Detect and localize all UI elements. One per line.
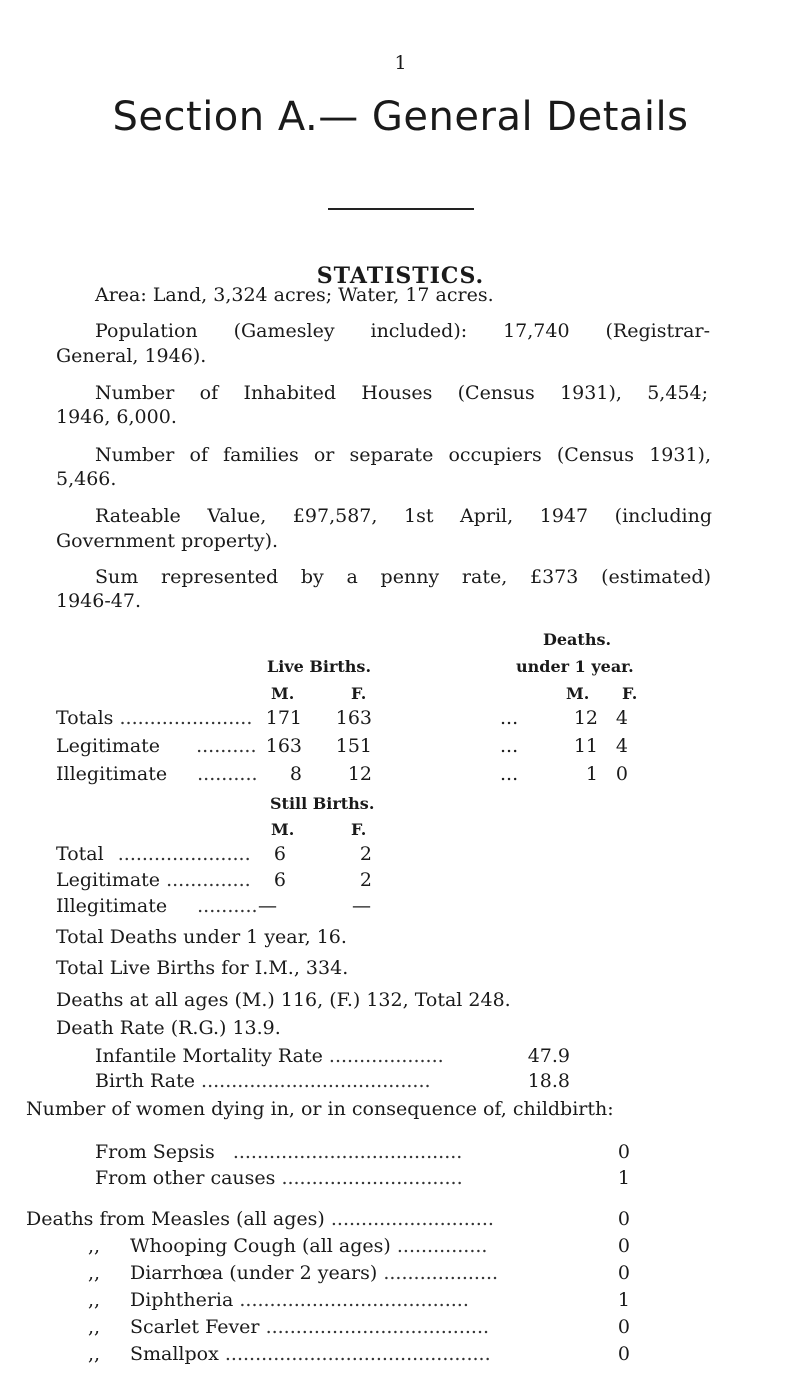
table-cell: 171	[265, 707, 302, 729]
still-births-header: Still Births.	[270, 794, 375, 813]
table-cell: 6	[273, 869, 286, 891]
table-row-label: Totals ......................	[56, 707, 253, 729]
deaths-subheader: under 1 year.	[516, 657, 634, 676]
table-row-label: Illegitimate ..........	[56, 895, 258, 917]
rateable-line-2: Government property).	[56, 530, 279, 552]
population-line-1: Population (Gamesley included): 17,740 (Registrar-	[95, 320, 710, 342]
table-cell: 12	[573, 707, 598, 729]
table-cell: ...	[500, 735, 519, 757]
population-line-2: General, 1946).	[56, 345, 207, 367]
total-deaths-under-1: Total Deaths under 1 year, 16.	[56, 926, 347, 948]
ditto-mark: ,,	[88, 1262, 101, 1284]
list-item: Diphtheria ......................................	[130, 1289, 469, 1311]
table-cell: 163	[265, 735, 302, 757]
list-item-value: 0	[617, 1316, 630, 1338]
ditto-mark: ,,	[88, 1343, 101, 1365]
divider-rule	[328, 208, 474, 210]
list-item-value: 1	[617, 1167, 630, 1189]
table-cell: 4	[615, 707, 628, 729]
list-item: From other causes ..............................	[95, 1167, 463, 1189]
page-number: 1	[394, 52, 407, 74]
deaths-f-header: F.	[622, 684, 638, 703]
live-births-header: Live Births.	[267, 657, 372, 676]
table-cell: ...	[500, 763, 519, 785]
families-line-2: 5,466.	[56, 468, 117, 490]
birth-rate-value: 18.8	[527, 1070, 570, 1092]
families-line-1: Number of families or separate occupiers (Census 1931),	[95, 444, 711, 466]
table-cell: ...	[500, 707, 519, 729]
table-cell: 11	[573, 735, 598, 757]
childbirth-line: Number of women dying in, or in consequence of, childbirth:	[26, 1098, 614, 1120]
list-item-value: 1	[617, 1289, 630, 1311]
death-rate: Death Rate (R.G.) 13.9.	[56, 1017, 281, 1039]
deaths-m-header: M.	[566, 684, 590, 703]
table-cell: 0	[615, 763, 628, 785]
table-row-label: Legitimate ..............	[56, 869, 251, 891]
ditto-mark: ,,	[88, 1316, 101, 1338]
list-item: Smallpox ............................................	[130, 1343, 491, 1365]
deaths-all-ages: Deaths at all ages (M.) 116, (F.) 132, Total 248.	[56, 989, 511, 1011]
area-line: Area: Land, 3,324 acres; Water, 17 acres.	[95, 284, 494, 306]
still-births-f-header: F.	[351, 820, 367, 839]
table-cell: 151	[335, 735, 372, 757]
table-row-label: Legitimate ..........	[56, 735, 257, 757]
list-item-value: 0	[617, 1208, 630, 1230]
list-item-value: 0	[617, 1343, 630, 1365]
houses-line-2: 1946, 6,000.	[56, 406, 177, 428]
ditto-mark: ,,	[88, 1289, 101, 1311]
infantile-mortality-value: 47.9	[527, 1045, 570, 1067]
table-cell: 1	[585, 763, 598, 785]
section-title: Section A.— General Details	[112, 94, 689, 140]
list-item-value: 0	[617, 1262, 630, 1284]
rateable-line-1: Rateable Value, £97,587, 1st April, 1947 (including	[95, 505, 712, 527]
statistics-heading: STATISTICS.	[316, 263, 485, 289]
list-item: From Sepsis ......................................	[95, 1141, 463, 1163]
table-cell: 2	[359, 843, 372, 865]
penny-rate-line-1: Sum represented by a penny rate, £373 (estimated)	[95, 566, 711, 588]
table-cell: 6	[273, 843, 286, 865]
ditto-mark: ,,	[88, 1235, 101, 1257]
table-cell: 163	[335, 707, 372, 729]
list-item: Diarrhœa (under 2 years) ...................	[130, 1262, 499, 1284]
table-row-label: Total ......................	[56, 843, 251, 865]
birth-rate: Birth Rate ......................................	[95, 1070, 431, 1092]
table-cell: 4	[615, 735, 628, 757]
live-births-f-header: F.	[351, 684, 367, 703]
list-item-value: 0	[617, 1235, 630, 1257]
list-item-value: 0	[617, 1141, 630, 1163]
total-live-births-im: Total Live Births for I.M., 334.	[56, 957, 349, 979]
list-item: Deaths from Measles (all ages) ...........................	[26, 1208, 494, 1230]
table-cell: —	[258, 895, 277, 917]
list-item: Scarlet Fever .....................................	[130, 1316, 490, 1338]
houses-line-1: Number of Inhabited Houses (Census 1931), 5,454;	[95, 382, 708, 404]
infantile-mortality-rate: Infantile Mortality Rate ...................	[95, 1045, 444, 1067]
table-cell: 12	[347, 763, 372, 785]
live-births-m-header: M.	[271, 684, 295, 703]
penny-rate-line-2: 1946-47.	[56, 590, 141, 612]
deaths-header: Deaths.	[543, 630, 612, 649]
table-cell: 2	[359, 869, 372, 891]
still-births-m-header: M.	[271, 820, 295, 839]
list-item: Whooping Cough (all ages) ...............	[130, 1235, 488, 1257]
table-cell: —	[352, 895, 371, 917]
table-cell: 8	[289, 763, 302, 785]
table-row-label: Illegitimate ..........	[56, 763, 258, 785]
